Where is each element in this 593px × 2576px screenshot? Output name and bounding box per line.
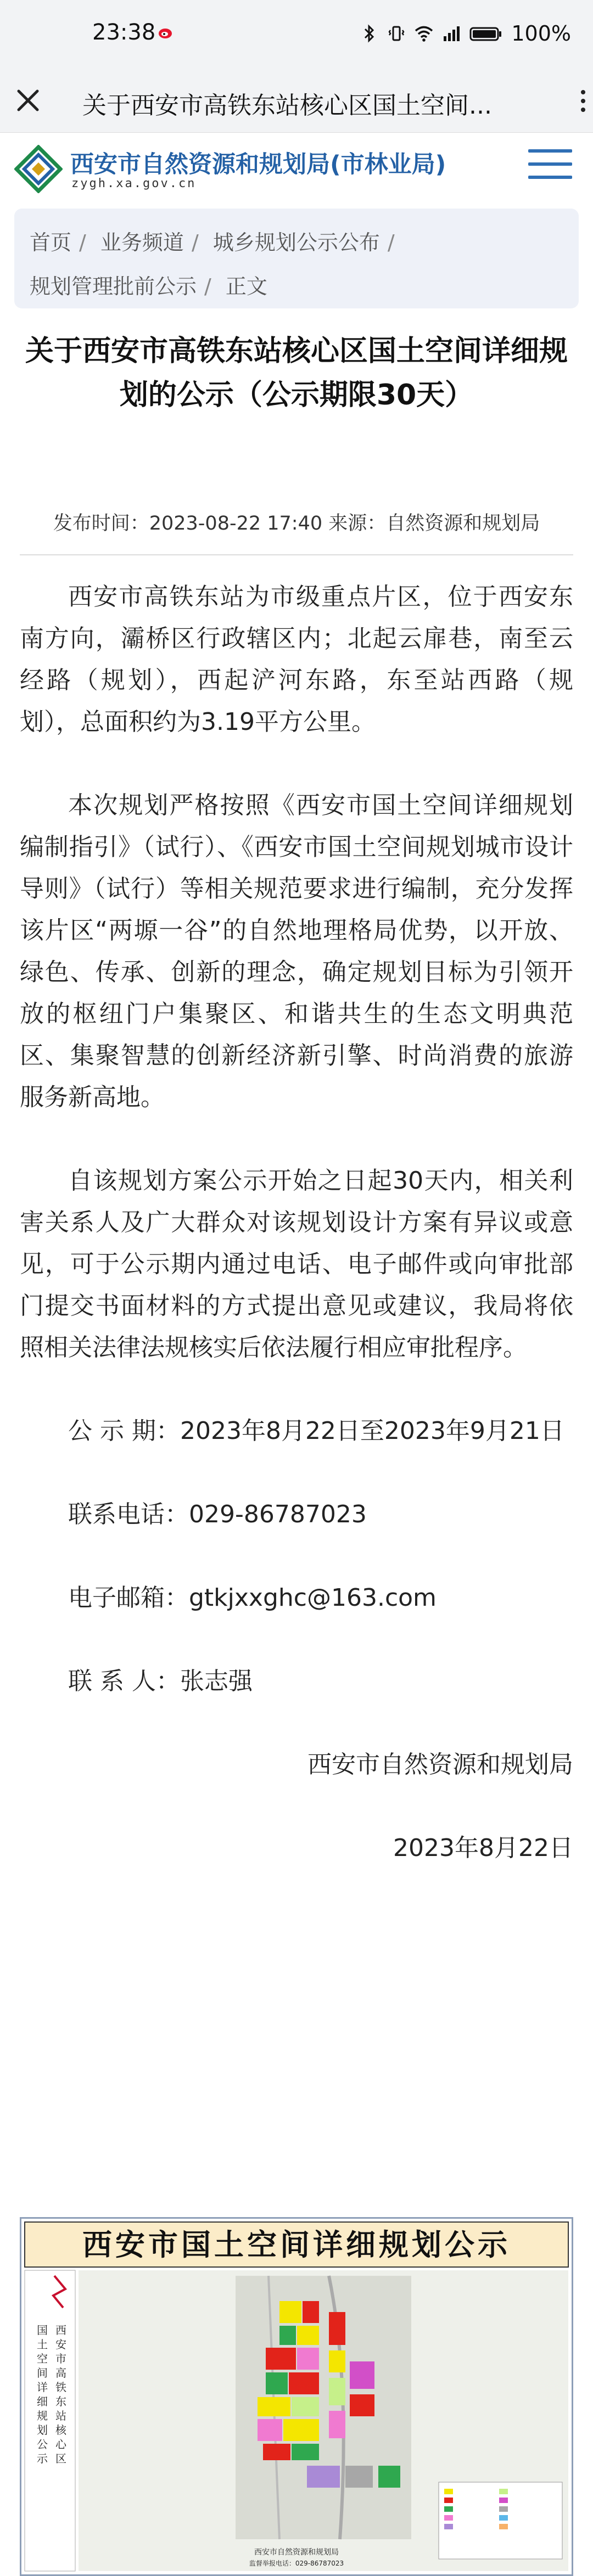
more-options-icon[interactable] <box>578 89 589 113</box>
article-signature: 西安市自然资源和规划局 <box>307 1751 573 1779</box>
article-paragraph: 西安市高铁东站为市级重点片区，位于西安东南方向，灞桥区行政辖区内；北起云扉巷，南至云经路（规划），西起浐河东路，东至站西路（规划），总面积约为3.19平方公里。 <box>20 583 573 736</box>
hamburger-icon <box>528 149 572 153</box>
poster-vertical-char: 西 <box>55 2324 66 2337</box>
browser-title-bar <box>0 67 593 133</box>
bluetooth-icon <box>360 24 378 43</box>
poster-vertical-char: 规 <box>37 2409 48 2422</box>
poster-vertical-char: 细 <box>37 2395 48 2408</box>
site-header <box>0 133 593 205</box>
poster-vertical-char: 安 <box>55 2338 66 2351</box>
poster-title: 西安市国土空间详细规划公示 <box>82 2227 511 2262</box>
status-time: 23:38 <box>92 20 156 45</box>
status-icons <box>360 20 571 47</box>
poster-vertical-char: 心 <box>55 2438 66 2451</box>
poster-vertical-char: 土 <box>37 2338 48 2351</box>
notice-poster-image[interactable] <box>20 2217 573 2576</box>
publicity-period: 公 示 期：2023年8月22日至2023年9月21日 <box>68 1417 564 1445</box>
menu-button[interactable] <box>528 149 572 188</box>
poster-vertical-char: 间 <box>37 2366 48 2380</box>
contact-person: 联 系 人：张志强 <box>68 1667 253 1695</box>
poster-vertical-char: 公 <box>37 2438 48 2451</box>
weibo-notification-icon <box>158 25 175 40</box>
breadcrumb-business-channel[interactable]: 业务频道 <box>100 230 184 255</box>
status-bar <box>0 0 593 67</box>
wifi-icon <box>415 24 433 43</box>
breadcrumb: 首页 / 业务频道 / 城乡规划公示公布 / 规划管理批前公示 / 正文 <box>14 209 579 308</box>
article-title: 关于西安市高铁东站核心区国土空间详细规划的公示（公示期限30天） <box>25 335 568 412</box>
poster-vertical-char: 国 <box>37 2324 48 2337</box>
article-meta: 发布时间：2023-08-22 17:40 来源：自然资源和规划局 <box>53 513 540 535</box>
breadcrumb-home[interactable]: 首页 <box>30 230 72 255</box>
poster-contact: 监督举报电话：029-86787023 <box>249 2560 344 2567</box>
site-url: zygh.xa.gov.cn <box>71 177 197 190</box>
breadcrumb-planning-publicity[interactable]: 城乡规划公示公布 <box>212 230 380 255</box>
poster-vertical-char: 市 <box>55 2352 66 2365</box>
poster-graphic <box>21 2219 572 2574</box>
contact-phone: 联系电话：029-86787023 <box>68 1500 367 1528</box>
cellular-signal-icon <box>442 24 461 43</box>
poster-vertical-char: 区 <box>55 2452 66 2465</box>
contact-email: 电子邮箱：gtkjxxghc@163.com <box>68 1584 437 1612</box>
poster-vertical-char: 空 <box>37 2352 48 2365</box>
article-paragraph: 自该规划方案公示开始之日起30天内，相关利害关系人及广大群众对该规划设计方案有异议或意见，可于公示期内通过电话、电子邮件或向审批部门提交书面材料的方式提出意见或建议，我局将依照相关法律法规核实后依法履行相应审批程序。 <box>20 1167 573 1362</box>
poster-caption: 西安市自然资源和规划局 <box>254 2548 339 2557</box>
poster-vertical-char: 东 <box>55 2395 66 2408</box>
article-date: 2023年8月22日 <box>393 1834 573 1862</box>
poster-vertical-char: 高 <box>55 2366 66 2380</box>
article-paragraph: 本次规划严格按照《西安市国土空间详细规划编制指引》（试行）、《西安市国土空间规划城市设计导则》（试行）等相关规范要求进行编制，充分发挥该片区“两塬一谷”的自然地理格局优势，以开放、绿色、传承、创新的理念，确定规划目标为引领开放的枢纽门户集聚区、和谐共生的生态文明典范区、集聚智慧的创新经济新引擎、时尚消费的旅游服务新高地。 <box>20 791 573 1111</box>
site-name[interactable]: 西安市自然资源和规划局(市林业局) <box>70 151 446 178</box>
page-title: 关于西安市高铁东站核心区国土空间... <box>82 92 492 120</box>
close-icon[interactable] <box>15 88 41 113</box>
poster-vertical-char: 划 <box>37 2423 48 2437</box>
poster-vertical-char: 站 <box>55 2409 66 2422</box>
battery-icon <box>469 24 502 43</box>
battery-percentage: 100% <box>511 21 571 46</box>
article-body <box>20 576 573 1869</box>
poster-vertical-char: 核 <box>55 2423 66 2437</box>
divider <box>20 554 573 555</box>
poster-vertical-char: 详 <box>37 2381 48 2394</box>
breadcrumb-pre-approval-publicity[interactable]: 规划管理批前公示 <box>30 274 197 299</box>
site-logo-icon[interactable] <box>14 145 63 193</box>
breadcrumb-current: 正文 <box>225 274 267 299</box>
poster-vertical-char: 示 <box>37 2452 48 2465</box>
vibrate-icon <box>387 24 406 43</box>
poster-vertical-char: 铁 <box>55 2381 66 2394</box>
